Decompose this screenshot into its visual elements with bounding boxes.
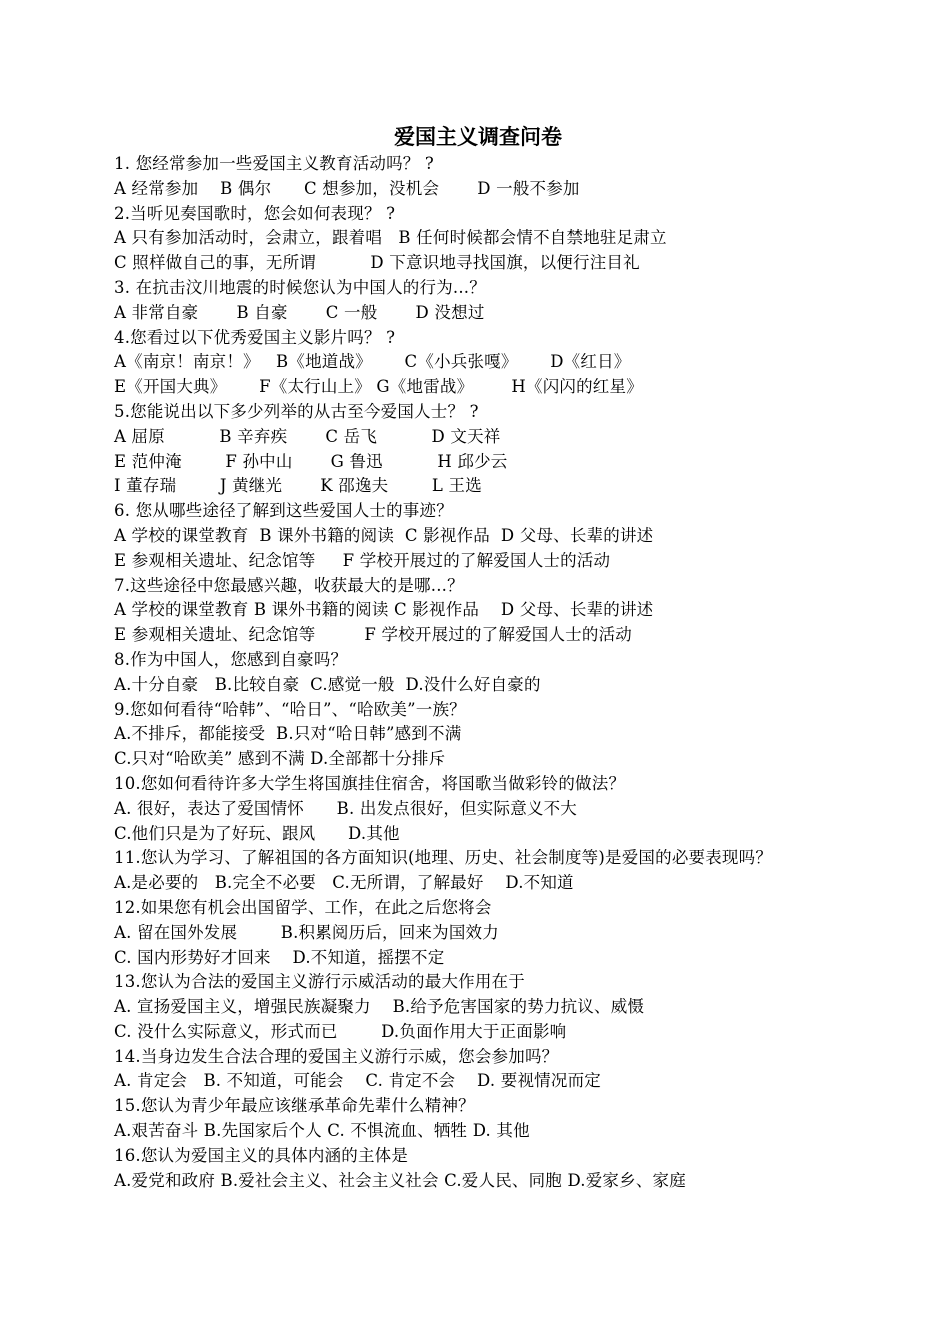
question-text: 14.当身边发生合法合理的爱国主义游行示威，您会参加吗？ [114,1046,559,1066]
answer-options: A 学校的课堂教育 B 课外书籍的阅读 C 影视作品 D 父母、长辈的讲述 [114,525,654,545]
document-title: 爱国主义调查问卷 [394,124,562,149]
answer-options: I 董存瑞 J 黄继光 K 邵逸夫 L 王选 [114,476,482,496]
question-text: 5.您能说出以下多少列举的从古至今爱国人士？ ? [114,401,479,421]
answer-options: C. 没什么实际意义，形式而已 D.负面作用大于正面影响 [114,1021,567,1041]
answer-options: A.是必要的 B.完全不必要 C.无所谓，了解最好 D.不知道 [114,873,574,893]
answer-options: C.他们只是为了好玩、跟风 D.其他 [114,823,400,843]
answer-options: C 照样做自己的事，无所谓 D 下意识地寻找国旗，以便行注目礼 [114,253,640,273]
question-text: 9.您如何看待“哈韩”、“哈日”、“哈欧美”一族？ [114,699,466,719]
answer-options: A. 宣扬爱国主义，增强民族凝聚力 B.给予危害国家的势力抗议、威慑 [114,997,645,1017]
question-text: 16.您认为爱国主义的具体内涵的主体是 [114,1145,409,1165]
answer-options: A《南京！南京！》 B《地道战》 C《小兵张嘎》 D《红日》 [114,352,631,372]
question-text: 10.您如何看待许多大学生将国旗挂住宿舍，将国歌当做彩铃的做法？ [114,773,626,793]
answer-options: A.十分自豪 B.比较自豪 C.感觉一般 D.没什么好自豪的 [114,674,541,694]
question-text: 7.这些途径中您最感兴趣，收获最大的是哪...？ [114,575,464,595]
answer-options: A. 肯定会 B. 不知道，可能会 C. 肯定不会 D. 要视情况而定 [114,1071,601,1091]
answer-options: A. 留在国外发展 B.积累阅历后，回来为国效力 [114,922,499,942]
answer-options: A. 很好，表达了爱国情怀 B. 出发点很好，但实际意义不大 [114,798,577,818]
question-text: 1. 您经常参加一些爱国主义教育活动吗？ ? [114,154,434,173]
question-text: 13.您认为合法的爱国主义游行示威活动的最大作用在于 [114,972,525,992]
answer-options: E 参观相关遗址、纪念馆等 F 学校开展过的了解爱国人士的活动 [114,625,632,645]
question-text: 12.如果您有机会出国留学、工作，在此之后您将会 [114,897,492,917]
question-text: 3. 在抗击汶川地震的时候您认为中国人的行为...？ [114,277,486,297]
answer-options: C.只对“哈欧美” 感到不满 D.全部都十分排斥 [114,749,446,769]
question-text: 6. 您从哪些途径了解到这些爱国人士的事迹？ [114,501,453,521]
answer-options: E《开国大典》 F《太行山上》 G《地雷战》 H《闪闪的红星》 [114,377,643,397]
answer-options: A.不排斥，都能接受 B.只对“哈日韩”感到不满 [114,724,462,744]
answer-options: A 屈原 B 辛弃疾 C 岳飞 D 文天祥 [114,426,501,446]
question-text: 15.您认为青少年最应该继承革命先辈什么精神？ [114,1096,475,1116]
answer-options: A.爱党和政府 B.爱社会主义、社会主义社会 C.爱人民、同胞 D.爱家乡、家庭 [114,1170,686,1190]
answer-options: E 范仲淹 F 孙中山 G 鲁迅 H 邱少云 [114,451,508,471]
question-text: 11.您认为学习、了解祖国的各方面知识(地理、历史、社会制度等)是爱国的必要表现吗？ [114,848,773,868]
answer-options: A.艰苦奋斗 B.先国家后个人 C. 不惧流血、牺牲 D. 其他 [114,1121,530,1141]
answer-options: A 学校的课堂教育 B 课外书籍的阅读 C 影视作品 D 父母、长辈的讲述 [114,600,654,620]
answer-options: A 只有参加活动时，会肃立，跟着唱 B 任何时候都会情不自禁地驻足肃立 [114,228,667,248]
answer-options: C. 国内形势好才回来 D.不知道，摇摆不定 [114,947,445,967]
answer-options: E 参观相关遗址、纪念馆等 F 学校开展过的了解爱国人士的活动 [114,550,611,570]
questionnaire-page [114,122,834,1193]
question-text: 2.当听见奏国歌时，您会如何表现？ ? [114,203,396,223]
question-text: 8.作为中国人，您感到自豪吗？ [114,649,348,669]
answer-options: A 经常参加 B 偶尔 C 想参加，没机会 D 一般不参加 [114,178,580,198]
answer-options: A 非常自豪 B 自豪 C 一般 D 没想过 [114,302,485,322]
question-list [114,152,834,1193]
question-text: 4.您看过以下优秀爱国主义影片吗？ ? [114,327,396,347]
